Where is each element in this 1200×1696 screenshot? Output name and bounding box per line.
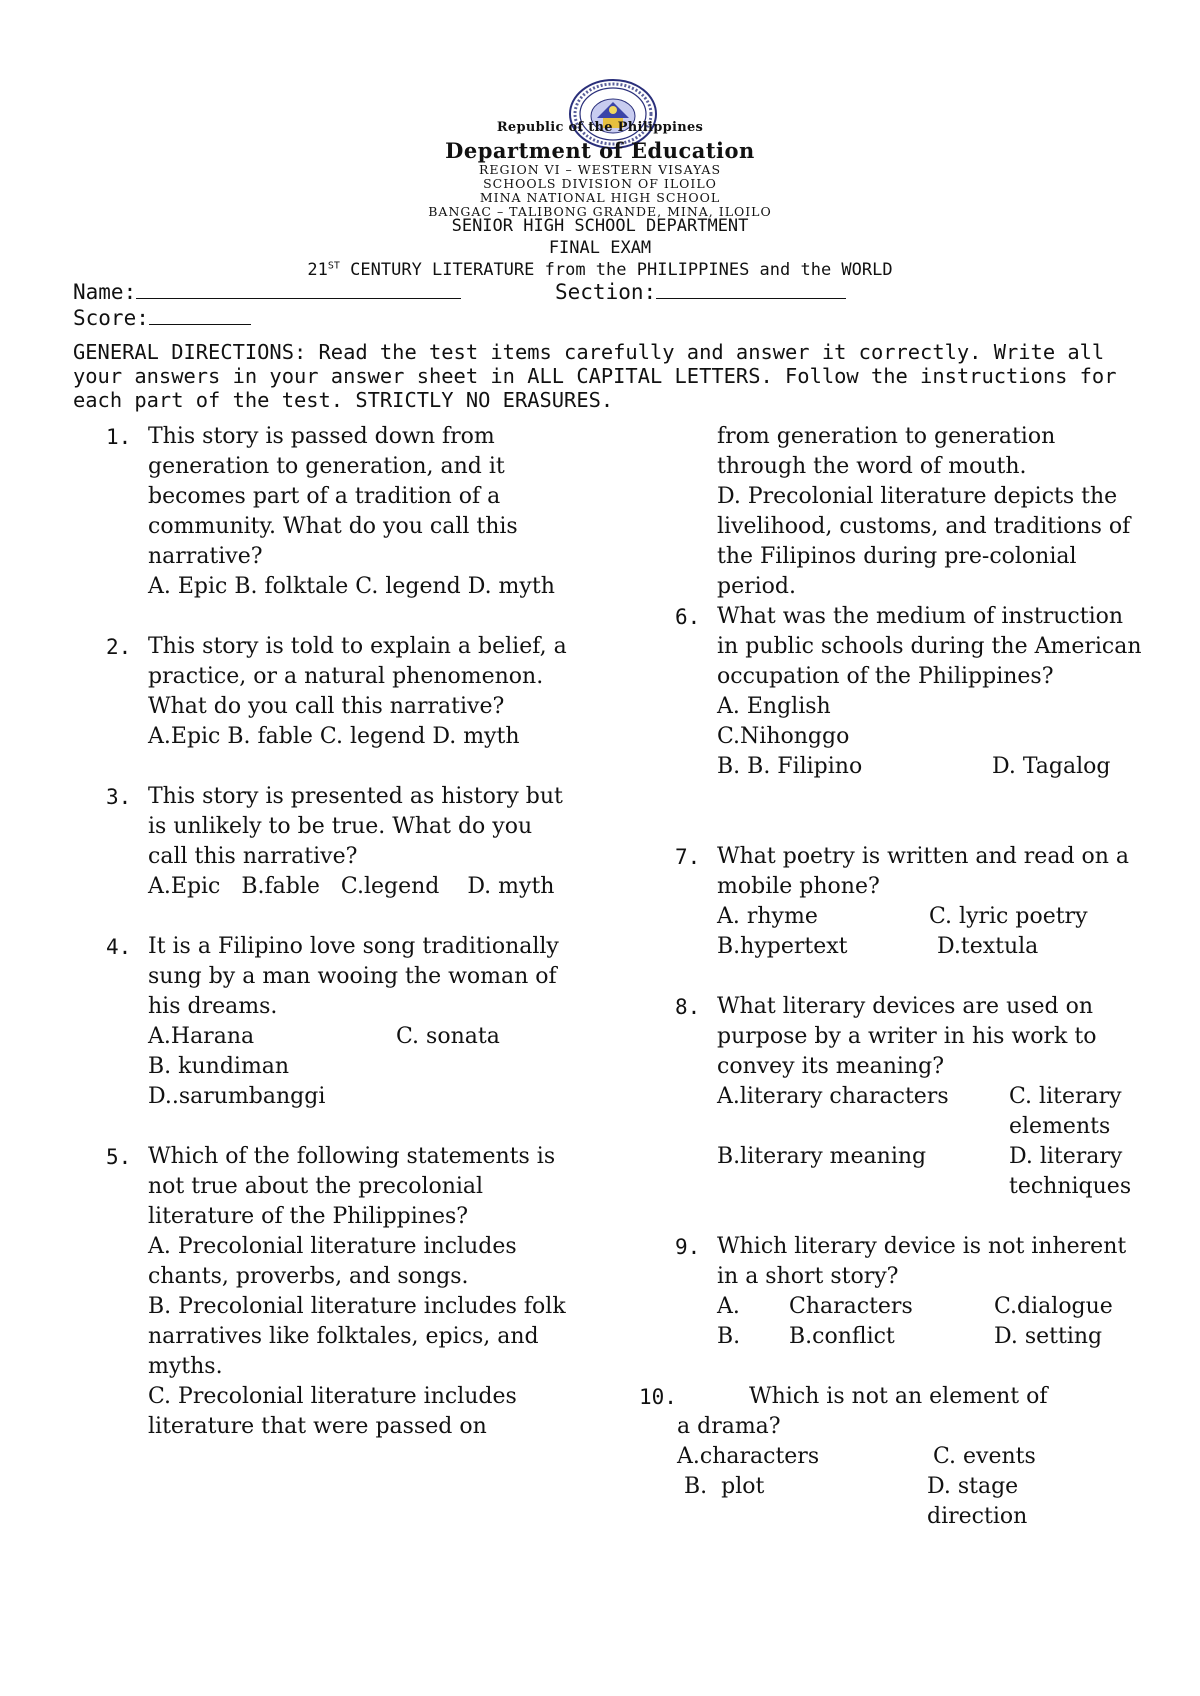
option-c: C.Nihonggo	[717, 724, 850, 749]
question-stem: Which of the following statements is not true about the precolonial literature of the Philippines?	[148, 1144, 556, 1229]
question-5	[106, 1142, 576, 1442]
option-a: A.Harana	[148, 1024, 255, 1049]
option-d: D. Tagalog	[992, 754, 1111, 779]
question-stem-rest: a drama?	[677, 1414, 781, 1439]
option-c-part-1: C. Precolonial literature includes literature that were passed on	[148, 1384, 517, 1439]
header-address: BANGAC – TALIBONG GRANDE, MINA, ILOILO	[428, 204, 772, 219]
question-options: A.Epic B. fable C. legend D. myth	[148, 724, 520, 749]
question-number: 4.	[106, 935, 132, 959]
options-row	[717, 1322, 1145, 1352]
question-number: 10.	[639, 1385, 677, 1409]
option-b: B.conflict	[789, 1324, 895, 1349]
question-stem: Which is not an element of	[749, 1384, 1048, 1409]
question-stem: This story is told to explain a belief, a practice, or a natural phenomenon. What do you call this narrative?	[148, 634, 567, 719]
option-a: A.characters	[677, 1444, 820, 1469]
question-lead	[639, 1382, 1145, 1412]
header-subject	[0, 260, 1200, 280]
section-field[interactable]	[555, 280, 846, 304]
question-5-continued	[675, 422, 1145, 602]
option-b: B.literary meaning	[717, 1144, 927, 1169]
header-region: REGION VI – WESTERN VISAYAS	[478, 162, 722, 177]
options-row	[717, 1142, 1145, 1202]
score-blank[interactable]	[149, 306, 251, 325]
header-division: SCHOOLS DIVISION OF ILOILO	[483, 176, 717, 191]
header-republic: Republic of the Philippines	[496, 120, 704, 135]
question-stem: What literary devices are used on purpose by a writer in his work to convey its meaning?	[717, 994, 1097, 1079]
question-3	[106, 782, 576, 902]
general-directions: GENERAL DIRECTIONS: Read the test items carefully and answer it correctly. Write all your answers in your answer sheet in ALL CAPITAL LETTERS. Follow the instructions for each part of the test. STRICTLY NO ERASURES.	[73, 340, 1117, 412]
option-c: C. events	[933, 1444, 1036, 1469]
question-body	[639, 1412, 1145, 1532]
option-a: Characters	[789, 1294, 913, 1319]
questions-right-column	[639, 422, 1145, 1562]
option-d: D. Precolonial literature depicts the livelihood, customs, and traditions of the Filipinos during pre-colonial period.	[717, 484, 1131, 599]
name-label: Name:	[73, 280, 137, 304]
subject-prefix: 21	[307, 260, 328, 280]
options-row	[677, 1472, 1145, 1532]
question-stem: Which literary device is not inherent in a short story?	[717, 1234, 1127, 1289]
question-10	[639, 1382, 1145, 1532]
option-b: B.hypertext	[717, 934, 848, 959]
question-number: 7.	[675, 845, 701, 869]
question-6	[675, 602, 1145, 782]
options-row	[677, 1442, 1145, 1472]
score-field[interactable]	[73, 306, 251, 330]
option-c: C. sonata	[396, 1024, 500, 1049]
options-row	[717, 752, 1145, 782]
header-department-unit: SENIOR HIGH SCHOOL DEPARTMENT	[451, 216, 749, 236]
question-2	[106, 632, 576, 752]
question-number: 8.	[675, 995, 701, 1019]
section-label: Section:	[555, 280, 657, 304]
question-stem: This story is presented as history but is unlikely to be true. What do you call this narrative?	[148, 784, 563, 869]
option-b: B. B. Filipino	[717, 754, 863, 779]
subject-rest: CENTURY LITERATURE from the PHILIPPINES and the WORLD	[339, 260, 893, 280]
question-1	[106, 422, 576, 602]
section-blank[interactable]	[656, 280, 846, 299]
options-row	[717, 1082, 1145, 1142]
option-a-letter: A.	[717, 1294, 740, 1319]
option-c: C.dialogue	[994, 1294, 1113, 1319]
header-department: Department of Education	[445, 138, 755, 163]
questions-left-column	[106, 422, 576, 1442]
question-options: A.Epic B.fable C.legend D. myth	[148, 874, 555, 899]
question-options: A. Epic B. folktale C. legend D. myth	[148, 574, 555, 599]
options-row	[717, 932, 1145, 962]
question-stem: What poetry is written and read on a mobile phone?	[717, 844, 1130, 899]
option-d: D..sarumbanggi	[148, 1084, 326, 1109]
question-number: 1.	[106, 425, 132, 449]
option-b: B. plot	[677, 1474, 765, 1499]
option-d: D. setting	[994, 1324, 1103, 1349]
question-number: 2.	[106, 635, 132, 659]
option-c: C. lyric poetry	[929, 904, 1088, 929]
option-b: B. Precolonial literature includes folk narratives like folktales, epics, and myths.	[148, 1294, 566, 1379]
option-b-letter: B.	[717, 1324, 741, 1349]
options-row	[148, 1022, 576, 1052]
name-blank[interactable]	[136, 280, 461, 299]
option-d: D.textula	[937, 934, 1039, 959]
question-number: 6.	[675, 605, 701, 629]
option-d: D. stage direction	[927, 1474, 1028, 1529]
question-9	[675, 1232, 1145, 1352]
question-4	[106, 932, 576, 1112]
options-row	[717, 902, 1145, 932]
question-number: 5.	[106, 1145, 132, 1169]
option-c-part-2: from generation to generation through the word of mouth.	[717, 424, 1056, 479]
option-a: A. Precolonial literature includes chants, proverbs, and songs.	[148, 1234, 517, 1289]
score-label: Score:	[73, 306, 149, 330]
option-a: A.literary characters	[717, 1084, 949, 1109]
option-a: A. rhyme	[717, 904, 818, 929]
name-field[interactable]	[73, 280, 461, 304]
option-a: A. English	[717, 694, 831, 719]
option-c: C. literary elements	[1009, 1084, 1122, 1139]
question-7	[675, 842, 1145, 962]
options-row	[717, 1292, 1145, 1322]
option-b: B. kundiman	[148, 1054, 290, 1079]
question-number: 9.	[675, 1235, 701, 1259]
question-stem: It is a Filipino love song traditionally sung by a man wooing the woman of his dreams.	[148, 934, 559, 1019]
header-school: MINA NATIONAL HIGH SCHOOL	[479, 190, 721, 205]
question-number: 3.	[106, 785, 132, 809]
question-stem: What was the medium of instruction in public schools during the American occupation of the Philippines?	[717, 604, 1142, 689]
header-exam-title: FINAL EXAM	[548, 238, 652, 258]
subject-superscript: ST	[327, 260, 340, 272]
question-8	[675, 992, 1145, 1202]
option-d: D. literary techniques	[1009, 1144, 1132, 1199]
question-stem: This story is passed down from generation to generation, and it becomes part of a tradition of a community. What do you call this narrative?	[148, 424, 518, 569]
